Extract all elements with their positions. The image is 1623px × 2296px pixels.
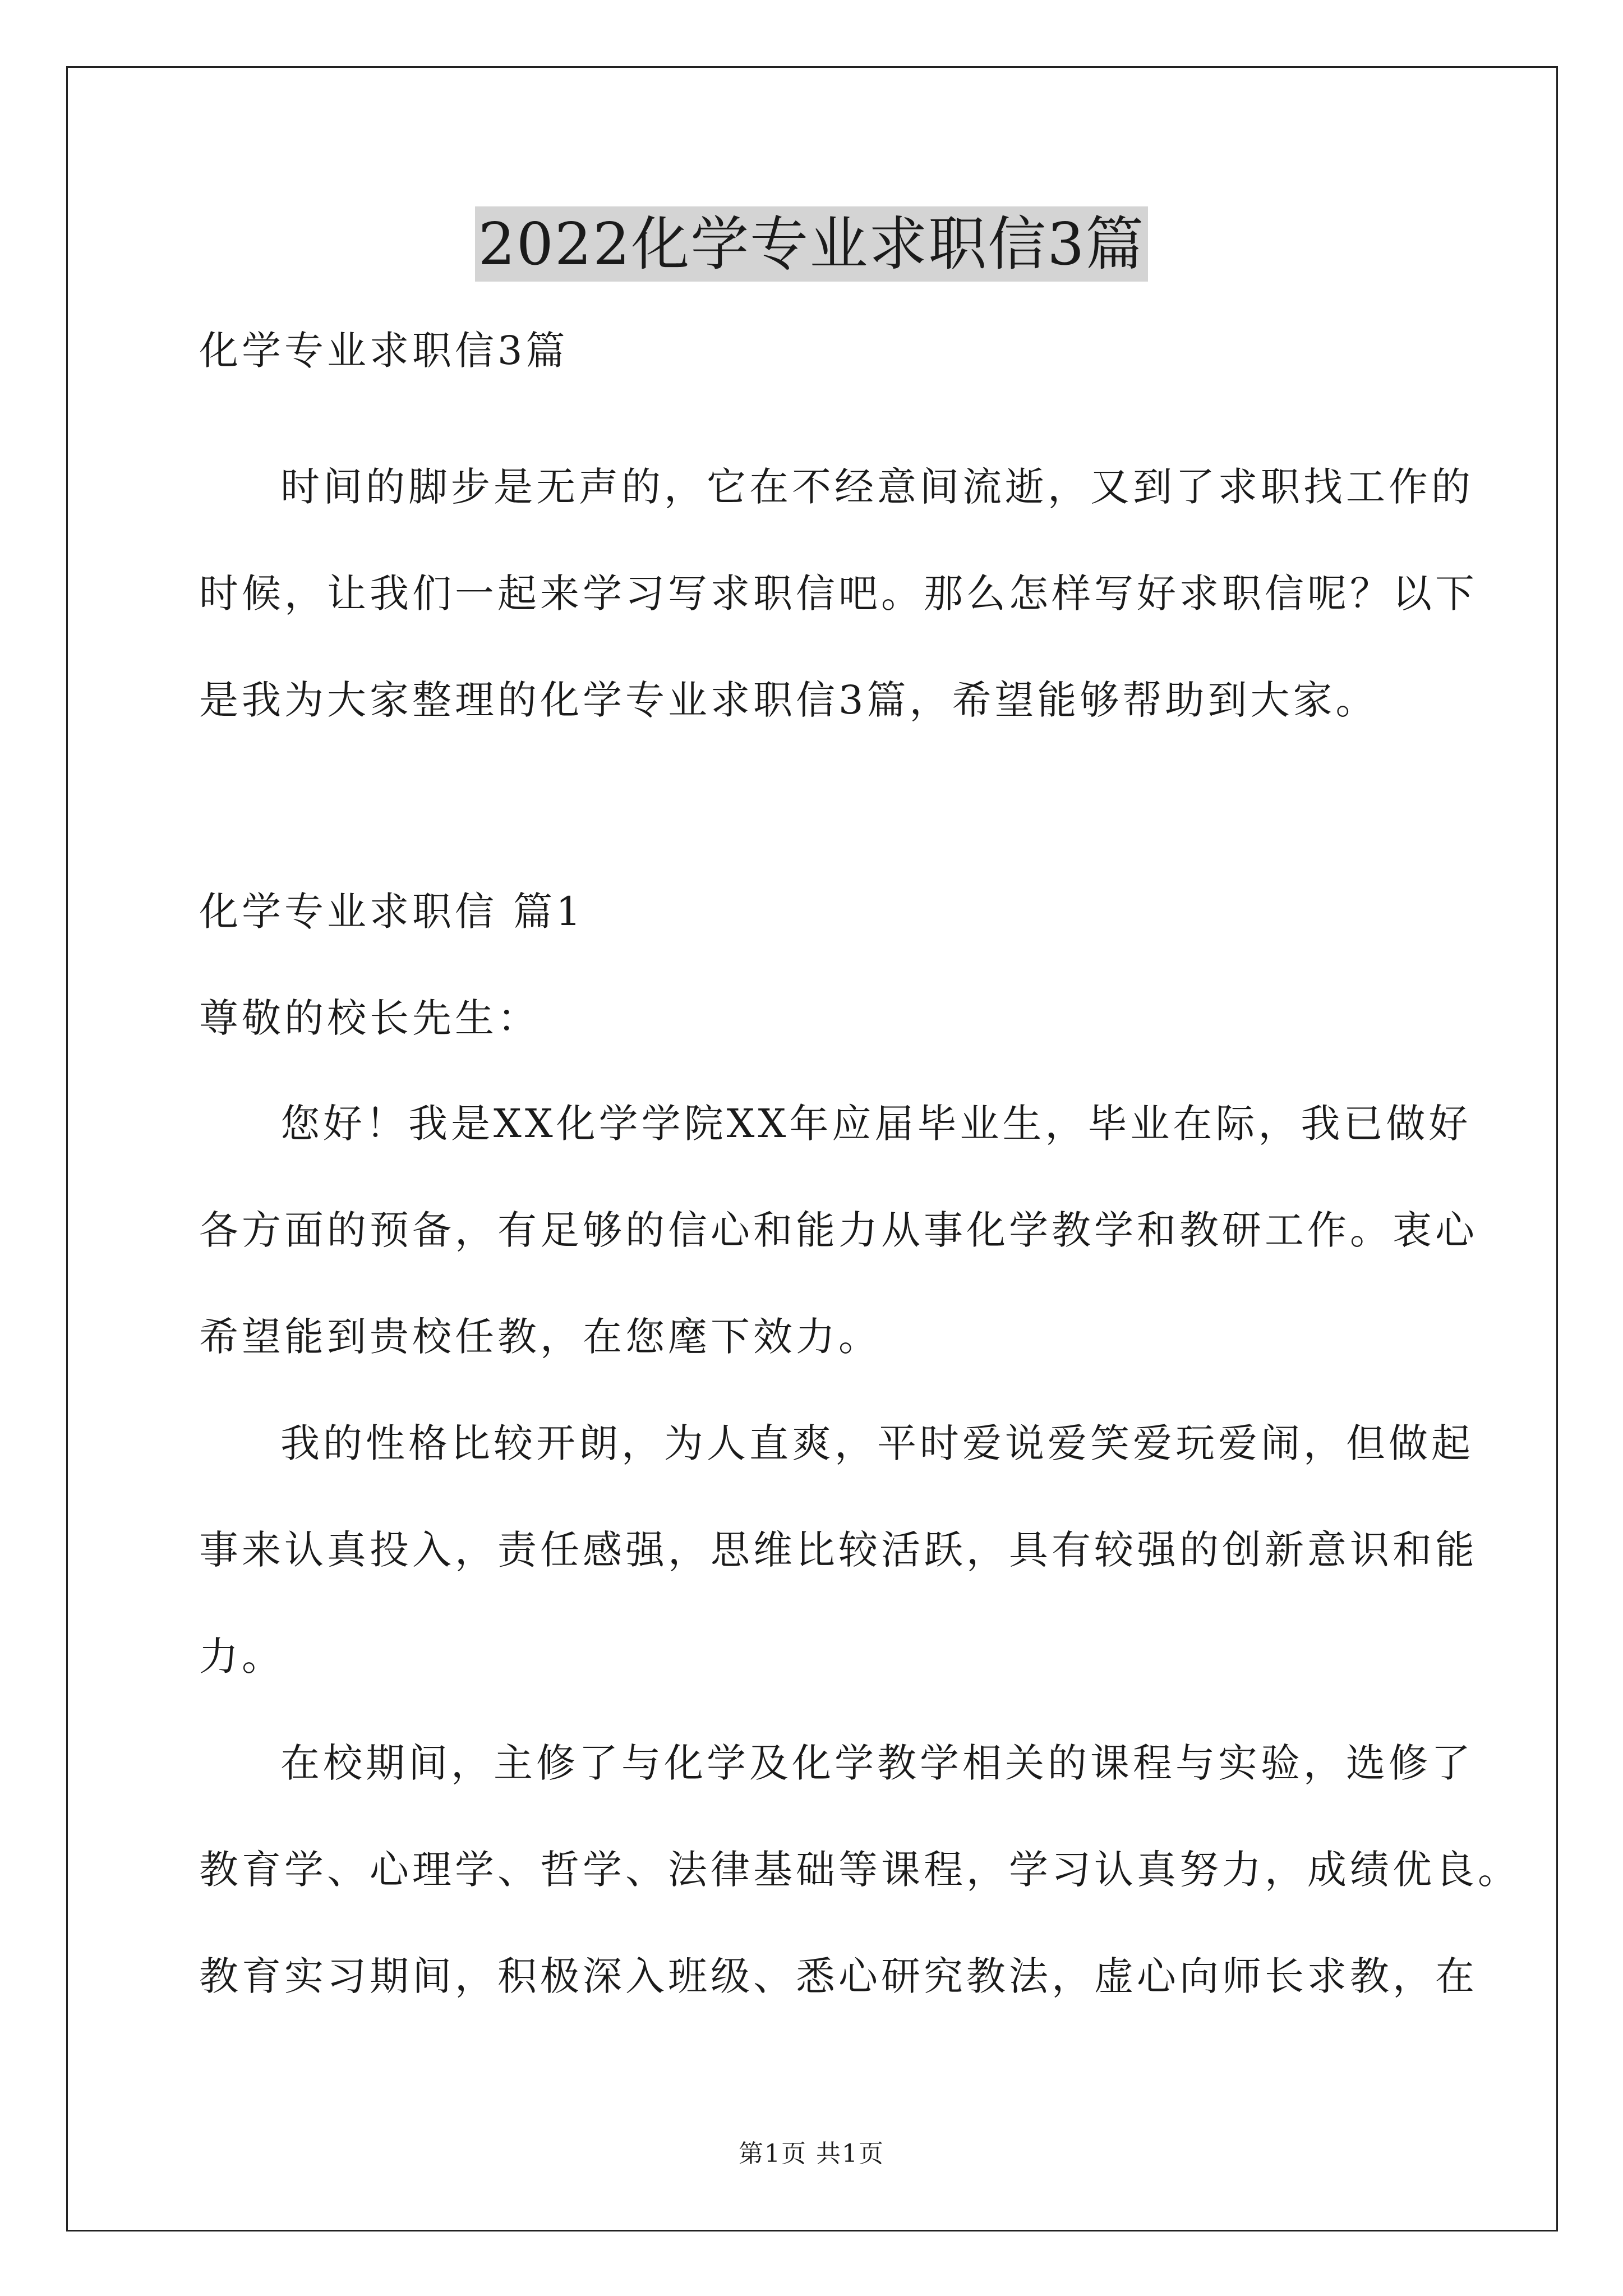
document-title-text: 2022化学专业求职信3篇 xyxy=(475,206,1149,282)
salutation: 尊敬的校长先生： xyxy=(199,995,540,1041)
paragraph-line: 事来认真投入，责任感强，思维比较活跃，具有较强的创新意识和能 xyxy=(199,1527,1478,1573)
paragraph-line: 希望能到贵校任教，在您麾下效力。 xyxy=(199,1314,881,1360)
page-footer: 第1页 共1页 xyxy=(739,2139,884,2168)
paragraph-line: 教育实习期间，积极深入班级、悉心研究教法，虚心向师长求教，在 xyxy=(199,1953,1478,1999)
document-title xyxy=(0,202,1623,286)
paragraph-line: 时间的脚步是无声的，它在不经意间流逝，又到了求职找工作的 xyxy=(280,464,1474,510)
paragraph-line: 时候，让我们一起来学习写求职信吧。那么怎样写好求职信呢？以下 xyxy=(199,570,1478,616)
paragraph-line: 是我为大家整理的化学专业求职信3篇，希望能够帮助到大家。 xyxy=(199,677,1378,723)
paragraph-line: 各方面的预备，有足够的信心和能力从事化学教学和教研工作。衷心 xyxy=(199,1207,1478,1253)
paragraph-line: 在校期间，主修了与化学及化学教学相关的课程与实验，选修了 xyxy=(280,1740,1474,1786)
section-heading: 化学专业求职信 篇1 xyxy=(199,889,584,935)
subtitle-line: 化学专业求职信3篇 xyxy=(199,328,569,374)
paragraph-line: 教育学、心理学、哲学、法律基础等课程，学习认真努力，成绩优良。 xyxy=(199,1847,1520,1893)
paragraph-line: 我的性格比较开朗，为人直爽，平时爱说爱笑爱玩爱闹，但做起 xyxy=(280,1420,1474,1466)
paragraph-line: 您好！我是XX化学学院XX年应届毕业生，毕业在际，我已做好 xyxy=(280,1101,1472,1147)
paragraph-line: 力。 xyxy=(199,1634,284,1680)
